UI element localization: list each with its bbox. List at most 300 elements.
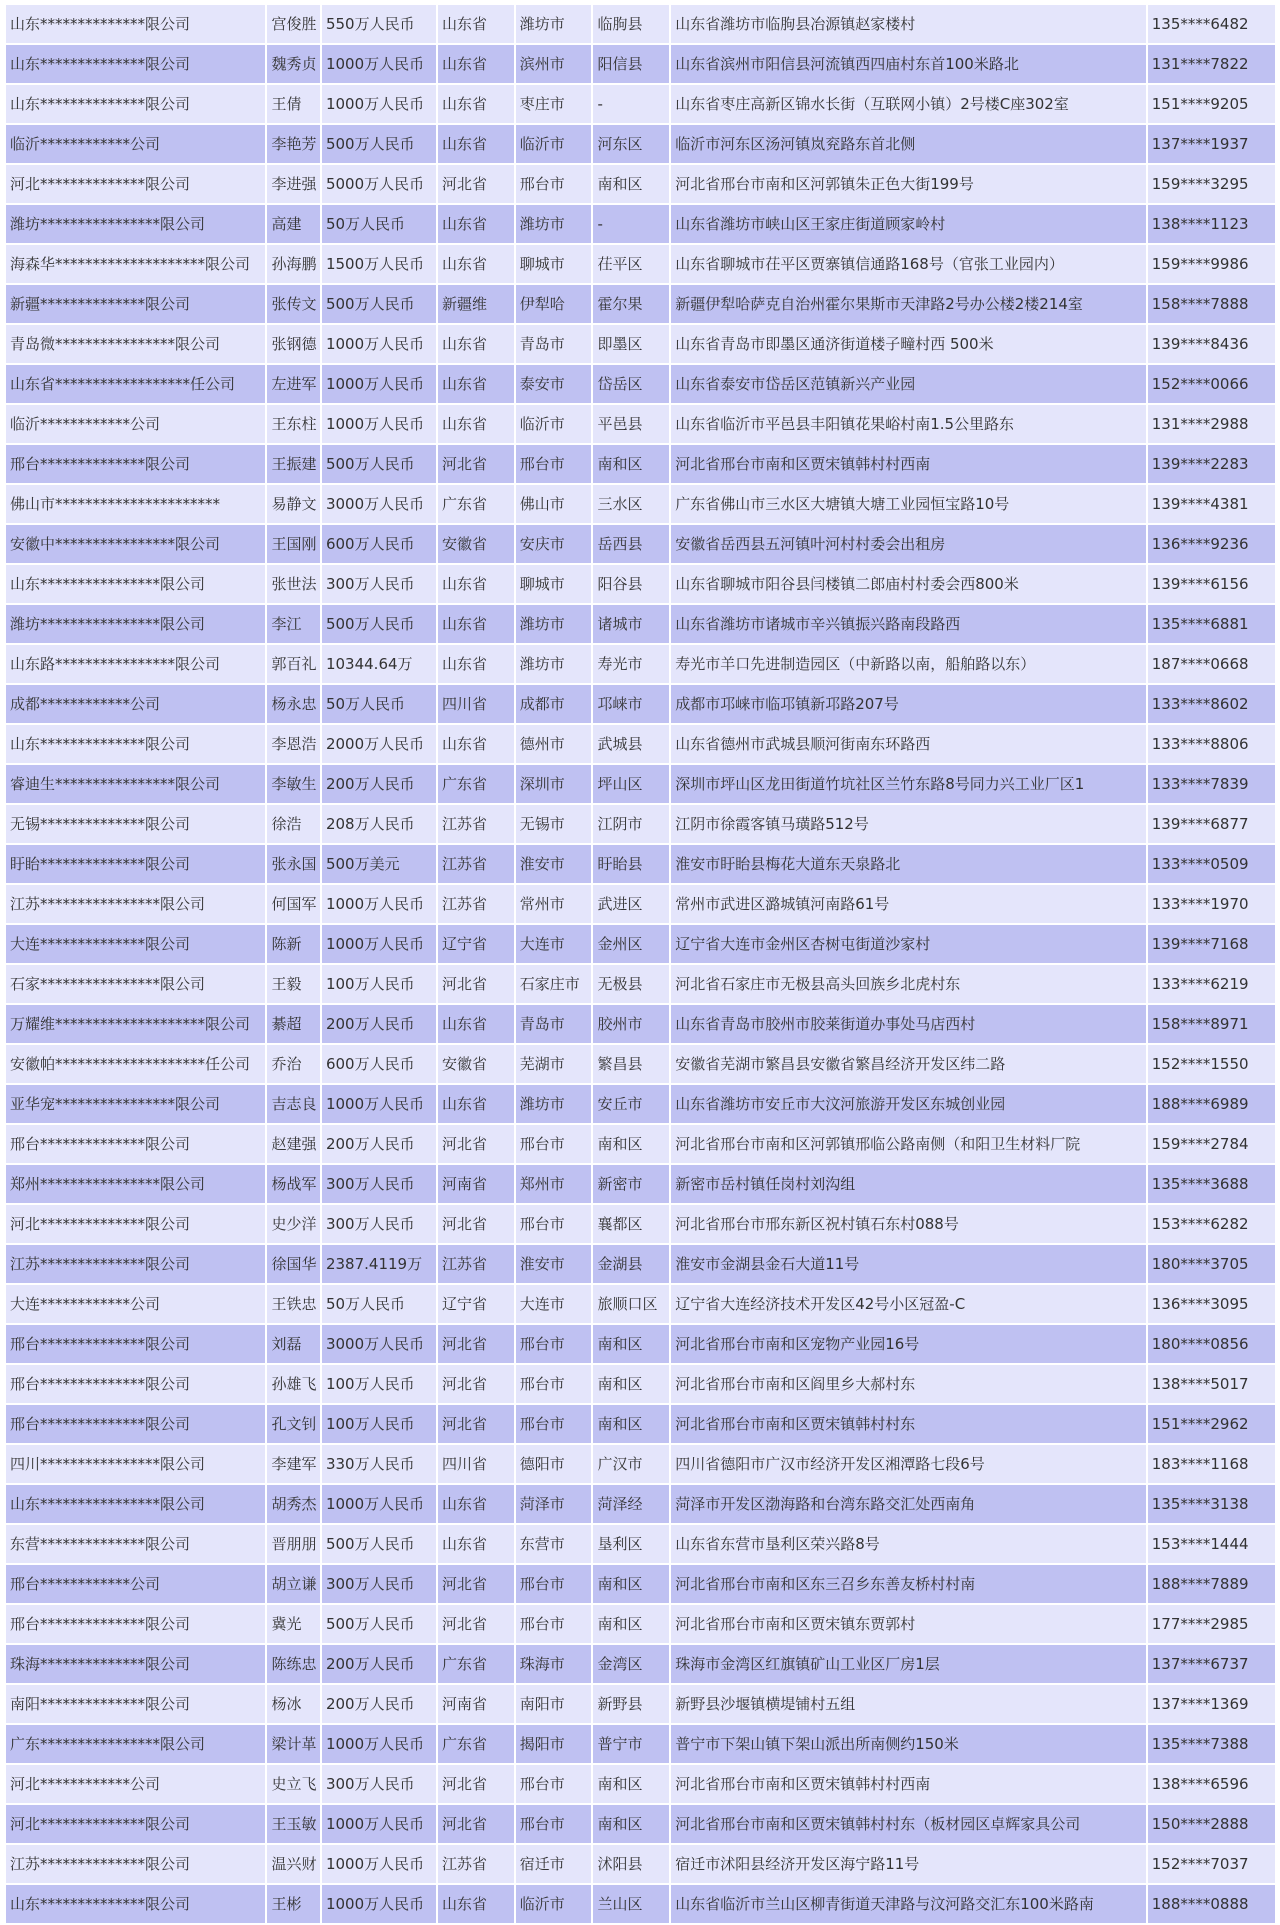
registered-capital-cell: 500万人民币 — [322, 445, 436, 483]
company-name-cell: 江苏**************限公司 — [6, 1845, 265, 1883]
legal-person-cell: 李建军 — [267, 1445, 320, 1483]
legal-person-cell: 张传文 — [267, 285, 320, 323]
county-cell: - — [593, 85, 669, 123]
registered-capital-cell: 1000万人民币 — [322, 405, 436, 443]
company-name-cell: 南阳**************限公司 — [6, 1685, 265, 1723]
registered-capital-cell: 1000万人民币 — [322, 325, 436, 363]
company-name-cell: 河北************公司 — [6, 1765, 265, 1803]
table-row — [6, 1125, 1275, 1163]
province-cell: 新疆维 — [438, 285, 514, 323]
company-name-cell: 山东**************限公司 — [6, 85, 265, 123]
registered-capital-cell: 200万人民币 — [322, 1125, 436, 1163]
phone-cell: 138****6596 — [1148, 1765, 1275, 1803]
phone-cell: 180****0856 — [1148, 1325, 1275, 1363]
city-cell: 邢台市 — [516, 1765, 592, 1803]
province-cell: 安徽省 — [438, 525, 514, 563]
legal-person-cell: 李敏生 — [267, 765, 320, 803]
table-row — [6, 165, 1275, 203]
table-row — [6, 1765, 1275, 1803]
province-cell: 山东省 — [438, 245, 514, 283]
province-cell: 山东省 — [438, 5, 514, 43]
province-cell: 辽宁省 — [438, 925, 514, 963]
county-cell: 新密市 — [593, 1165, 669, 1203]
province-cell: 山东省 — [438, 1485, 514, 1523]
city-cell: 临沂市 — [516, 1885, 592, 1923]
county-cell: 胶州市 — [593, 1005, 669, 1043]
legal-person-cell: 郭百礼 — [267, 645, 320, 683]
address-cell: 河北省邢台市南和区贾宋镇东贾郭村 — [671, 1605, 1146, 1643]
address-cell: 山东省潍坊市临朐县冶源镇赵家楼村 — [671, 5, 1146, 43]
phone-cell: 135****3688 — [1148, 1165, 1275, 1203]
city-cell: 无锡市 — [516, 805, 592, 843]
address-cell: 成都市邛崃市临邛镇新邛路207号 — [671, 685, 1146, 723]
county-cell: 茌平区 — [593, 245, 669, 283]
county-cell: 金州区 — [593, 925, 669, 963]
legal-person-cell: 张世法 — [267, 565, 320, 603]
province-cell: 江苏省 — [438, 1845, 514, 1883]
company-name-cell: 东营**************限公司 — [6, 1525, 265, 1563]
company-name-cell: 佛山市********************** — [6, 485, 265, 523]
legal-person-cell: 宫俊胜 — [267, 5, 320, 43]
table-row — [6, 725, 1275, 763]
company-name-cell: 新疆**************限公司 — [6, 285, 265, 323]
registered-capital-cell: 208万人民币 — [322, 805, 436, 843]
address-cell: 山东省潍坊市安丘市大汶河旅游开发区东城创业园 — [671, 1085, 1146, 1123]
company-table-container — [4, 3, 1277, 1925]
table-row — [6, 245, 1275, 283]
table-row — [6, 645, 1275, 683]
city-cell: 东营市 — [516, 1525, 592, 1563]
city-cell: 揭阳市 — [516, 1725, 592, 1763]
phone-cell: 131****7822 — [1148, 45, 1275, 83]
table-row — [6, 925, 1275, 963]
registered-capital-cell: 500万人民币 — [322, 285, 436, 323]
province-cell: 辽宁省 — [438, 1285, 514, 1323]
table-row — [6, 1365, 1275, 1403]
province-cell: 河北省 — [438, 1805, 514, 1843]
city-cell: 石家庄市 — [516, 965, 592, 1003]
county-cell: 三水区 — [593, 485, 669, 523]
province-cell: 山东省 — [438, 85, 514, 123]
legal-person-cell: 王彬 — [267, 1885, 320, 1923]
address-cell: 山东省聊城市茌平区贾寨镇信通路168号（官张工业园内） — [671, 245, 1146, 283]
table-row — [6, 1405, 1275, 1443]
table-row — [6, 1245, 1275, 1283]
company-name-cell: 潍坊****************限公司 — [6, 205, 265, 243]
address-cell: 山东省青岛市即墨区通济街道楼子疃村西 500米 — [671, 325, 1146, 363]
city-cell: 邢台市 — [516, 1565, 592, 1603]
registered-capital-cell: 550万人民币 — [322, 5, 436, 43]
city-cell: 聊城市 — [516, 565, 592, 603]
legal-person-cell: 高建 — [267, 205, 320, 243]
phone-cell: 152****7037 — [1148, 1845, 1275, 1883]
company-table-body — [6, 5, 1275, 1923]
phone-cell: 139****6156 — [1148, 565, 1275, 603]
table-row — [6, 205, 1275, 243]
city-cell: 常州市 — [516, 885, 592, 923]
province-cell: 四川省 — [438, 685, 514, 723]
registered-capital-cell: 50万人民币 — [322, 205, 436, 243]
legal-person-cell: 徐国华 — [267, 1245, 320, 1283]
legal-person-cell: 王国刚 — [267, 525, 320, 563]
phone-cell: 183****1168 — [1148, 1445, 1275, 1483]
address-cell: 山东省潍坊市峡山区王家庄街道顾家岭村 — [671, 205, 1146, 243]
address-cell: 河北省邢台市南和区贾宋镇韩村村西南 — [671, 1765, 1146, 1803]
province-cell: 河北省 — [438, 965, 514, 1003]
company-name-cell: 成都************公司 — [6, 685, 265, 723]
table-row — [6, 365, 1275, 403]
table-row — [6, 1045, 1275, 1083]
registered-capital-cell: 1000万人民币 — [322, 1485, 436, 1523]
address-cell: 常州市武进区潞城镇河南路61号 — [671, 885, 1146, 923]
address-cell: 新疆伊犁哈萨克自治州霍尔果斯市天津路2号办公楼2楼214室 — [671, 285, 1146, 323]
table-row — [6, 1565, 1275, 1603]
phone-cell: 151****9205 — [1148, 85, 1275, 123]
city-cell: 芜湖市 — [516, 1045, 592, 1083]
province-cell: 河北省 — [438, 445, 514, 483]
legal-person-cell: 孔文钊 — [267, 1405, 320, 1443]
phone-cell: 137****1937 — [1148, 125, 1275, 163]
city-cell: 临沂市 — [516, 405, 592, 443]
company-name-cell: 盱眙**************限公司 — [6, 845, 265, 883]
registered-capital-cell: 200万人民币 — [322, 1005, 436, 1043]
province-cell: 江苏省 — [438, 1245, 514, 1283]
phone-cell: 188****7889 — [1148, 1565, 1275, 1603]
phone-cell: 135****6881 — [1148, 605, 1275, 643]
province-cell: 河北省 — [438, 1325, 514, 1363]
address-cell: 普宁市下架山镇下架山派出所南侧约150米 — [671, 1725, 1146, 1763]
address-cell: 安徽省芜湖市繁昌县安徽省繁昌经济开发区纬二路 — [671, 1045, 1146, 1083]
registered-capital-cell: 2000万人民币 — [322, 725, 436, 763]
province-cell: 山东省 — [438, 605, 514, 643]
county-cell: 南和区 — [593, 1405, 669, 1443]
legal-person-cell: 梁计革 — [267, 1725, 320, 1763]
city-cell: 淮安市 — [516, 1245, 592, 1283]
county-cell: 邛崃市 — [593, 685, 669, 723]
company-name-cell: 四川****************限公司 — [6, 1445, 265, 1483]
company-name-cell: 海森华********************限公司 — [6, 245, 265, 283]
city-cell: 淮安市 — [516, 845, 592, 883]
company-name-cell: 邢台**************限公司 — [6, 445, 265, 483]
phone-cell: 158****8971 — [1148, 1005, 1275, 1043]
city-cell: 潍坊市 — [516, 205, 592, 243]
table-row — [6, 685, 1275, 723]
county-cell: 平邑县 — [593, 405, 669, 443]
table-row — [6, 1885, 1275, 1923]
county-cell: 岳西县 — [593, 525, 669, 563]
phone-cell: 133****1970 — [1148, 885, 1275, 923]
county-cell: 金湾区 — [593, 1645, 669, 1683]
registered-capital-cell: 1000万人民币 — [322, 925, 436, 963]
phone-cell: 153****6282 — [1148, 1205, 1275, 1243]
county-cell: 诸城市 — [593, 605, 669, 643]
address-cell: 安徽省岳西县五河镇叶河村村委会出租房 — [671, 525, 1146, 563]
legal-person-cell: 胡秀杰 — [267, 1485, 320, 1523]
table-row — [6, 885, 1275, 923]
phone-cell: 138****1123 — [1148, 205, 1275, 243]
legal-person-cell: 赵建强 — [267, 1125, 320, 1163]
province-cell: 河北省 — [438, 1125, 514, 1163]
province-cell: 河北省 — [438, 1765, 514, 1803]
address-cell: 新野县沙堰镇横堤铺村五组 — [671, 1685, 1146, 1723]
province-cell: 河南省 — [438, 1685, 514, 1723]
phone-cell: 133****0509 — [1148, 845, 1275, 883]
address-cell: 河北省邢台市南和区宠物产业园16号 — [671, 1325, 1146, 1363]
registered-capital-cell: 100万人民币 — [322, 1365, 436, 1403]
legal-person-cell: 杨永忠 — [267, 685, 320, 723]
legal-person-cell: 冀光 — [267, 1605, 320, 1643]
table-row — [6, 125, 1275, 163]
legal-person-cell: 史少洋 — [267, 1205, 320, 1243]
county-cell: 旅顺口区 — [593, 1285, 669, 1323]
company-table — [4, 3, 1277, 1925]
phone-cell: 152****0066 — [1148, 365, 1275, 403]
province-cell: 河北省 — [438, 1405, 514, 1443]
phone-cell: 133****8602 — [1148, 685, 1275, 723]
county-cell: 即墨区 — [593, 325, 669, 363]
address-cell: 山东省临沂市兰山区柳青街道天津路与汶河路交汇东100米路南 — [671, 1885, 1146, 1923]
province-cell: 河北省 — [438, 1365, 514, 1403]
address-cell: 淮安市金湖县金石大道11号 — [671, 1245, 1146, 1283]
company-name-cell: 潍坊****************限公司 — [6, 605, 265, 643]
address-cell: 河北省邢台市南和区贾宋镇韩村村西南 — [671, 445, 1146, 483]
province-cell: 山东省 — [438, 1885, 514, 1923]
registered-capital-cell: 1500万人民币 — [322, 245, 436, 283]
company-name-cell: 江苏****************限公司 — [6, 885, 265, 923]
table-row — [6, 525, 1275, 563]
address-cell: 山东省泰安市岱岳区范镇新兴产业园 — [671, 365, 1146, 403]
phone-cell: 137****6737 — [1148, 1645, 1275, 1683]
table-row — [6, 605, 1275, 643]
address-cell: 山东省青岛市胶州市胶莱街道办事处马店西村 — [671, 1005, 1146, 1043]
address-cell: 临沂市河东区汤河镇岚兖路东首北侧 — [671, 125, 1146, 163]
county-cell: 盱眙县 — [593, 845, 669, 883]
legal-person-cell: 魏秀贞 — [267, 45, 320, 83]
legal-person-cell: 李进强 — [267, 165, 320, 203]
address-cell: 河北省邢台市南和区东三召乡东善友桥村村南 — [671, 1565, 1146, 1603]
county-cell: 襄都区 — [593, 1205, 669, 1243]
city-cell: 聊城市 — [516, 245, 592, 283]
phone-cell: 131****2988 — [1148, 405, 1275, 443]
county-cell: 广汉市 — [593, 1445, 669, 1483]
county-cell: 南和区 — [593, 1765, 669, 1803]
legal-person-cell: 陈新 — [267, 925, 320, 963]
table-row — [6, 805, 1275, 843]
legal-person-cell: 王倩 — [267, 85, 320, 123]
address-cell: 河北省邢台市南和区贾宋镇韩村村东（板材园区卓辉家具公司 — [671, 1805, 1146, 1843]
address-cell: 河北省邢台市南和区河郭镇朱正色大街199号 — [671, 165, 1146, 203]
legal-person-cell: 王铁忠 — [267, 1285, 320, 1323]
phone-cell: 135****6482 — [1148, 5, 1275, 43]
city-cell: 邢台市 — [516, 1125, 592, 1163]
registered-capital-cell: 3000万人民币 — [322, 485, 436, 523]
registered-capital-cell: 1000万人民币 — [322, 1085, 436, 1123]
phone-cell: 153****1444 — [1148, 1525, 1275, 1563]
province-cell: 河北省 — [438, 1605, 514, 1643]
phone-cell: 136****3095 — [1148, 1285, 1275, 1323]
company-name-cell: 临沂************公司 — [6, 405, 265, 443]
legal-person-cell: 王振建 — [267, 445, 320, 483]
address-cell: 四川省德阳市广汉市经济开发区湘潭路七段6号 — [671, 1445, 1146, 1483]
province-cell: 四川省 — [438, 1445, 514, 1483]
registered-capital-cell: 50万人民币 — [322, 1285, 436, 1323]
phone-cell: 139****4381 — [1148, 485, 1275, 523]
registered-capital-cell: 330万人民币 — [322, 1445, 436, 1483]
county-cell: 南和区 — [593, 1605, 669, 1643]
phone-cell: 139****2283 — [1148, 445, 1275, 483]
city-cell: 邢台市 — [516, 1605, 592, 1643]
county-cell: 金湖县 — [593, 1245, 669, 1283]
phone-cell: 158****7888 — [1148, 285, 1275, 323]
legal-person-cell: 张永国 — [267, 845, 320, 883]
county-cell: 临朐县 — [593, 5, 669, 43]
company-name-cell: 山东****************限公司 — [6, 565, 265, 603]
table-row — [6, 965, 1275, 1003]
registered-capital-cell: 100万人民币 — [322, 965, 436, 1003]
table-row — [6, 285, 1275, 323]
registered-capital-cell: 1000万人民币 — [322, 1805, 436, 1843]
phone-cell: 159****9986 — [1148, 245, 1275, 283]
phone-cell: 177****2985 — [1148, 1605, 1275, 1643]
address-cell: 河北省邢台市邢东新区祝村镇石东村088号 — [671, 1205, 1146, 1243]
legal-person-cell: 左进军 — [267, 365, 320, 403]
company-name-cell: 邢台**************限公司 — [6, 1365, 265, 1403]
table-row — [6, 1685, 1275, 1723]
city-cell: 潍坊市 — [516, 645, 592, 683]
province-cell: 江苏省 — [438, 885, 514, 923]
city-cell: 邢台市 — [516, 1805, 592, 1843]
city-cell: 深圳市 — [516, 765, 592, 803]
company-name-cell: 邢台**************限公司 — [6, 1325, 265, 1363]
phone-cell: 139****8436 — [1148, 325, 1275, 363]
province-cell: 广东省 — [438, 485, 514, 523]
company-name-cell: 临沂************公司 — [6, 125, 265, 163]
registered-capital-cell: 1000万人民币 — [322, 85, 436, 123]
city-cell: 珠海市 — [516, 1645, 592, 1683]
company-name-cell: 山东路****************限公司 — [6, 645, 265, 683]
county-cell: 普宁市 — [593, 1725, 669, 1763]
registered-capital-cell: 300万人民币 — [322, 1205, 436, 1243]
city-cell: 大连市 — [516, 1285, 592, 1323]
phone-cell: 133****8806 — [1148, 725, 1275, 763]
province-cell: 广东省 — [438, 1725, 514, 1763]
table-row — [6, 1205, 1275, 1243]
phone-cell: 152****1550 — [1148, 1045, 1275, 1083]
legal-person-cell: 杨冰 — [267, 1685, 320, 1723]
city-cell: 临沂市 — [516, 125, 592, 163]
registered-capital-cell: 3000万人民币 — [322, 1325, 436, 1363]
table-row — [6, 1325, 1275, 1363]
address-cell: 菏泽市开发区渤海路和台湾东路交汇处西南角 — [671, 1485, 1146, 1523]
province-cell: 山东省 — [438, 645, 514, 683]
legal-person-cell: 易静文 — [267, 485, 320, 523]
county-cell: 无极县 — [593, 965, 669, 1003]
table-row — [6, 1085, 1275, 1123]
city-cell: 成都市 — [516, 685, 592, 723]
legal-person-cell: 史立飞 — [267, 1765, 320, 1803]
company-name-cell: 邢台**************限公司 — [6, 1405, 265, 1443]
province-cell: 山东省 — [438, 325, 514, 363]
registered-capital-cell: 1000万人民币 — [322, 365, 436, 403]
province-cell: 山东省 — [438, 205, 514, 243]
table-row — [6, 5, 1275, 43]
registered-capital-cell: 200万人民币 — [322, 1645, 436, 1683]
registered-capital-cell: 50万人民币 — [322, 685, 436, 723]
company-name-cell: 亚华宠****************限公司 — [6, 1085, 265, 1123]
city-cell: 宿迁市 — [516, 1845, 592, 1883]
address-cell: 河北省邢台市南和区河郭镇邢临公路南侧（和阳卫生材料厂院 — [671, 1125, 1146, 1163]
city-cell: 邢台市 — [516, 165, 592, 203]
legal-person-cell: 王毅 — [267, 965, 320, 1003]
phone-cell: 159****3295 — [1148, 165, 1275, 203]
company-name-cell: 安徽帕********************任公司 — [6, 1045, 265, 1083]
city-cell: 德州市 — [516, 725, 592, 763]
legal-person-cell: 晋朋朋 — [267, 1525, 320, 1563]
registered-capital-cell: 1000万人民币 — [322, 885, 436, 923]
province-cell: 河北省 — [438, 165, 514, 203]
company-name-cell: 广东****************限公司 — [6, 1725, 265, 1763]
company-name-cell: 邢台************公司 — [6, 1565, 265, 1603]
province-cell: 山东省 — [438, 405, 514, 443]
legal-person-cell: 何国军 — [267, 885, 320, 923]
address-cell: 辽宁省大连经济技术开发区42号小区冠盈-C — [671, 1285, 1146, 1323]
city-cell: 邢台市 — [516, 1365, 592, 1403]
company-name-cell: 无锡**************限公司 — [6, 805, 265, 843]
province-cell: 山东省 — [438, 565, 514, 603]
phone-cell: 150****2888 — [1148, 1805, 1275, 1843]
legal-person-cell: 綦超 — [267, 1005, 320, 1043]
registered-capital-cell: 600万人民币 — [322, 1045, 436, 1083]
phone-cell: 187****0668 — [1148, 645, 1275, 683]
address-cell: 河北省邢台市南和区阎里乡大郝村东 — [671, 1365, 1146, 1403]
table-row — [6, 765, 1275, 803]
phone-cell: 139****7168 — [1148, 925, 1275, 963]
legal-person-cell: 王玉敏 — [267, 1805, 320, 1843]
address-cell: 宿迁市沭阳县经济开发区海宁路11号 — [671, 1845, 1146, 1883]
registered-capital-cell: 1000万人民币 — [322, 1725, 436, 1763]
registered-capital-cell: 300万人民币 — [322, 1565, 436, 1603]
county-cell: 霍尔果 — [593, 285, 669, 323]
address-cell: 山东省东营市垦利区荣兴路8号 — [671, 1525, 1146, 1563]
province-cell: 江苏省 — [438, 845, 514, 883]
province-cell: 山东省 — [438, 1525, 514, 1563]
company-name-cell: 河北**************限公司 — [6, 165, 265, 203]
address-cell: 山东省临沂市平邑县丰阳镇花果峪村南1.5公里路东 — [671, 405, 1146, 443]
phone-cell: 188****6989 — [1148, 1085, 1275, 1123]
company-name-cell: 邢台**************限公司 — [6, 1605, 265, 1643]
legal-person-cell: 温兴财 — [267, 1845, 320, 1883]
phone-cell: 188****0888 — [1148, 1885, 1275, 1923]
county-cell: 南和区 — [593, 1565, 669, 1603]
legal-person-cell: 刘磊 — [267, 1325, 320, 1363]
company-name-cell: 山东**************限公司 — [6, 45, 265, 83]
county-cell: 沭阳县 — [593, 1845, 669, 1883]
address-cell: 山东省德州市武城县顺河街南东环路西 — [671, 725, 1146, 763]
registered-capital-cell: 1000万人民币 — [322, 1845, 436, 1883]
province-cell: 广东省 — [438, 1645, 514, 1683]
phone-cell: 135****7388 — [1148, 1725, 1275, 1763]
company-name-cell: 石家****************限公司 — [6, 965, 265, 1003]
county-cell: 岱岳区 — [593, 365, 669, 403]
city-cell: 南阳市 — [516, 1685, 592, 1723]
address-cell: 江阴市徐霞客镇马璜路512号 — [671, 805, 1146, 843]
company-name-cell: 山东****************限公司 — [6, 1485, 265, 1523]
table-row — [6, 1725, 1275, 1763]
registered-capital-cell: 300万人民币 — [322, 1165, 436, 1203]
county-cell: 阳信县 — [593, 45, 669, 83]
company-name-cell: 河北**************限公司 — [6, 1805, 265, 1843]
table-row — [6, 1605, 1275, 1643]
